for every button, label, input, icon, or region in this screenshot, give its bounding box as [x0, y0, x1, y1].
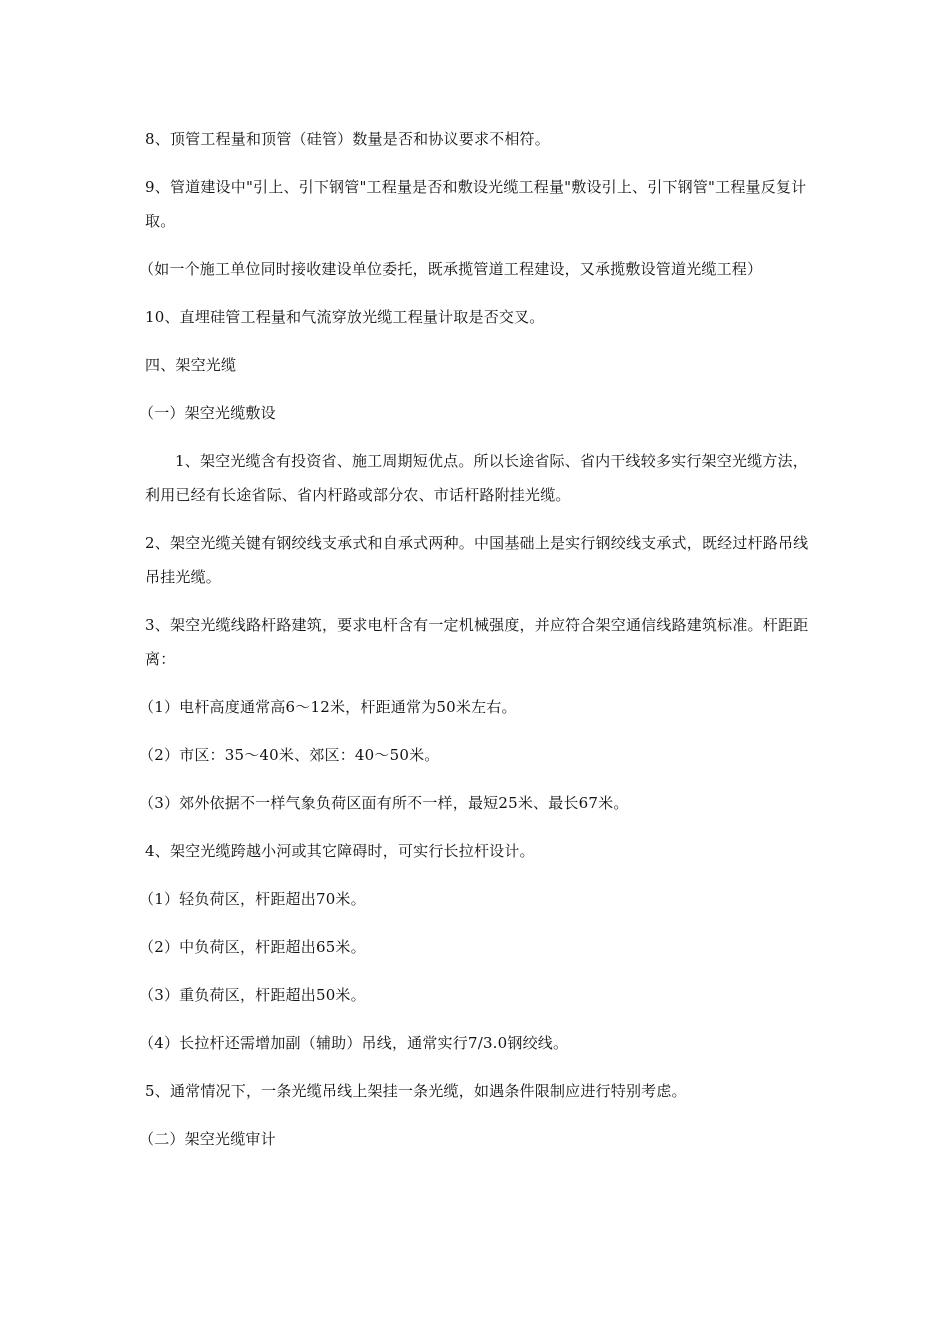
section-heading-4: 四、架空光缆 [145, 356, 237, 374]
list-item-4-1: （1）轻负荷区，杆距超出70米。 [139, 890, 366, 908]
list-item-3-1: （1）电杆高度通常高6～12米，杆距通常为50米左右。 [139, 698, 517, 716]
subsection-heading-2: （二）架空光缆审计 [139, 1130, 276, 1148]
list-item-3-2: （2）市区：35～40米、郊区：40～50米。 [139, 746, 440, 764]
document-body [139, 122, 810, 1170]
paragraph-item-9: 9、管道建设中"引上、引下钢管"工程量是否和敷设光缆工程量"敷设引上、引下钢管"工程量反复计取。 [145, 178, 807, 230]
paragraph-point-2: 2、架空光缆关键有钢绞线支承式和自承式两种。中国基础上是实行钢绞线支承式，既经过杆路吊线吊挂光缆。 [145, 534, 809, 586]
paragraph-point-5: 5、通常情况下，一条光缆吊线上架挂一条光缆，如遇条件限制应进行特别考虑。 [145, 1082, 687, 1100]
paragraph-item-10: 10、直埋硅管工程量和气流穿放光缆工程量计取是否交叉。 [145, 308, 545, 326]
list-item-4-4: （4）长拉杆还需增加副（辅助）吊线，通常实行7/3.0钢绞线。 [139, 1034, 569, 1052]
paragraph-item-8: 8、顶管工程量和顶管（硅管）数量是否和协议要求不相符。 [145, 130, 550, 148]
paragraph-note: （如一个施工单位同时接收建设单位委托，既承揽管道工程建设，又承揽敷设管道光缆工程） [139, 260, 763, 278]
list-item-4-2: （2）中负荷区，杆距超出65米。 [139, 938, 366, 956]
list-item-3-3: （3）郊外依据不一样气象负荷区面有所不一样，最短25米、最长67米。 [139, 794, 629, 812]
subsection-heading-1: （一）架空光缆敷设 [139, 404, 276, 422]
paragraph-point-3: 3、架空光缆线路杆路建筑，要求电杆含有一定机械强度，并应符合架空通信线路建筑标准。杆距距离： [145, 616, 809, 668]
paragraph-point-1: 1、架空光缆含有投资省、施工周期短优点。所以长途省际、省内干线较多实行架空光缆方法，利用已经有长途省际、省内杆路或部分农、市话杆路附挂光缆。 [145, 452, 808, 504]
paragraph-point-4: 4、架空光缆跨越小河或其它障碍时，可实行长拉杆设计。 [145, 842, 535, 860]
list-item-4-3: （3）重负荷区，杆距超出50米。 [139, 986, 366, 1004]
